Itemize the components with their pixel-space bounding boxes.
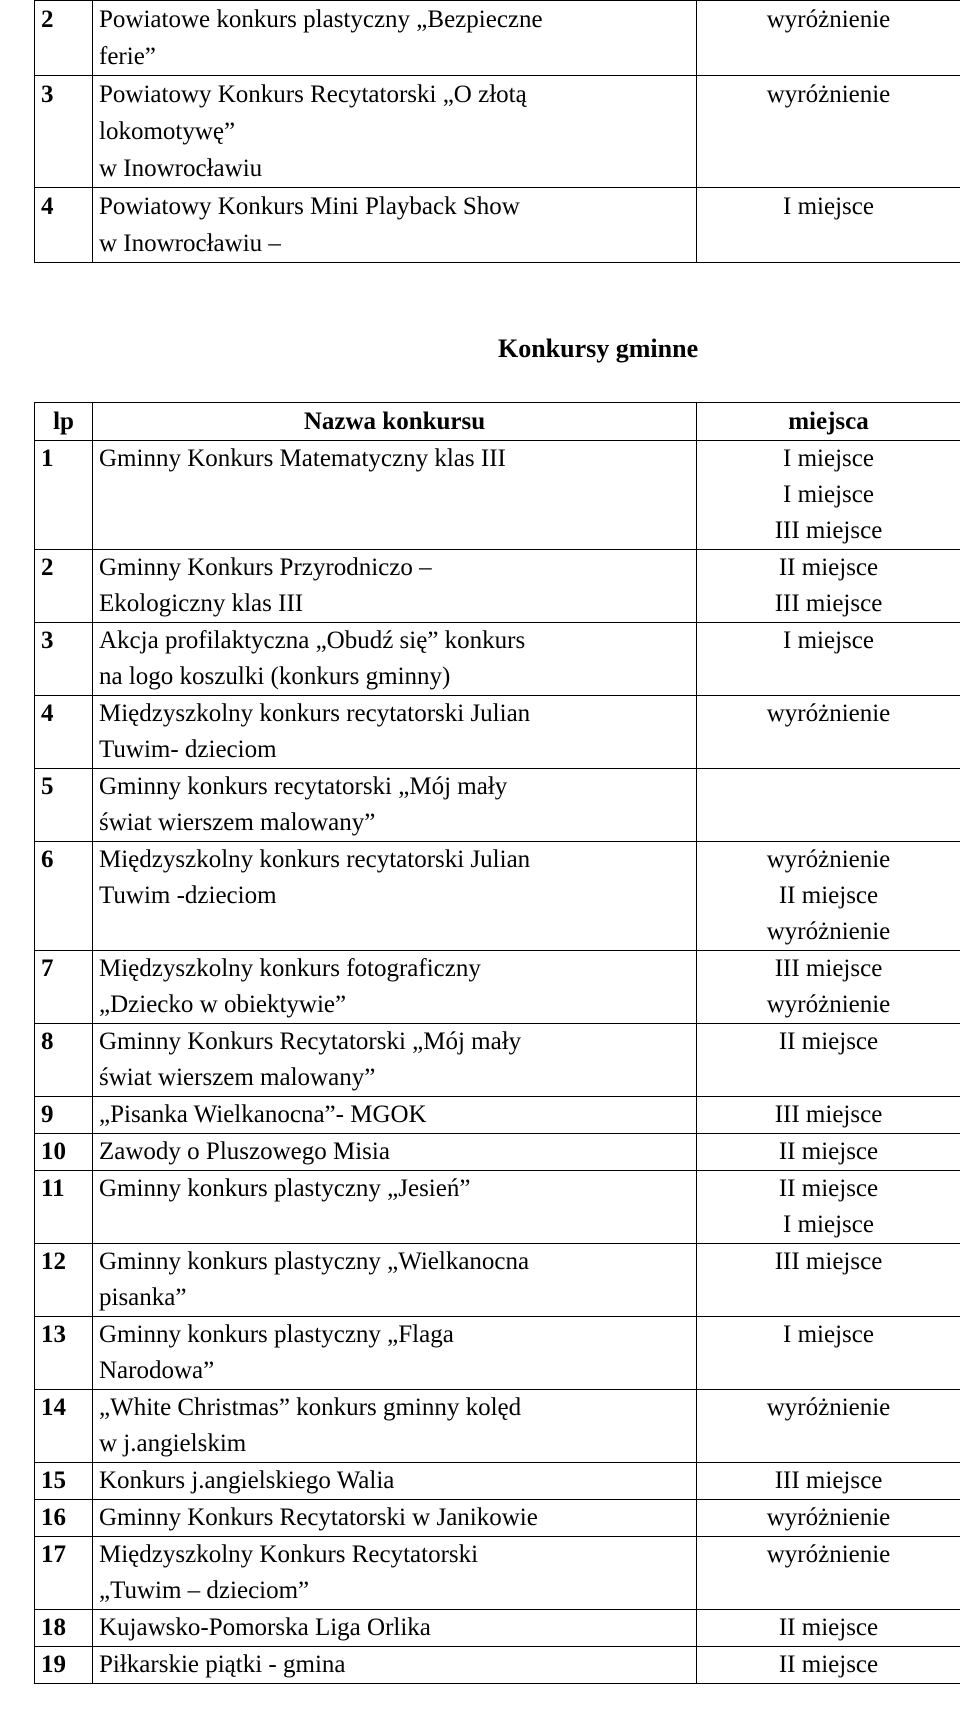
- placement: [697, 550, 960, 623]
- contest-name: [93, 1097, 697, 1134]
- table-row: [35, 1647, 960, 1684]
- contest-name: [93, 769, 697, 842]
- table-row: [35, 1463, 960, 1500]
- placement-value: III miejsce: [774, 590, 883, 617]
- row-number: 4: [35, 188, 93, 263]
- placement-value: II miejsce: [778, 554, 879, 581]
- row-number: 2: [35, 550, 93, 623]
- row-number: 6: [35, 842, 93, 951]
- table-row: [35, 1134, 960, 1171]
- contest-name-line: lokomotywę”: [99, 118, 236, 145]
- contest-name-line: Międzyszkolny konkurs recytatorski Julian: [99, 700, 531, 727]
- contest-name-line: Zawody o Pluszowego Misia: [99, 1138, 390, 1165]
- contest-name: [93, 696, 697, 769]
- contest-name-line: „Dziecko w obiektywie”: [99, 991, 347, 1018]
- placement-value: II miejsce: [778, 1028, 879, 1055]
- placement-value: III miejsce: [774, 1248, 883, 1275]
- contest-name-line: Akcja profilaktyczna „Obudź się” konkurs: [99, 627, 526, 654]
- section-heading: Konkursy gminne: [498, 334, 699, 363]
- contest-name: [93, 441, 697, 550]
- county-contests-body: [35, 1, 960, 263]
- contest-name-line: Międzyszkolny Konkurs Recytatorski: [99, 1541, 479, 1568]
- contest-name: [93, 1500, 697, 1537]
- contest-name-line: w Inowrocławiu: [99, 155, 263, 182]
- placement-value: wyróżnienie: [766, 6, 891, 33]
- placement-value: wyróżnienie: [766, 81, 891, 108]
- table-row: [35, 76, 960, 188]
- placement-value: I miejsce: [783, 1211, 874, 1238]
- contest-name-line: Międzyszkolny konkurs fotograficzny: [99, 955, 481, 982]
- contest-name: [93, 1390, 697, 1463]
- table-row: [35, 623, 960, 696]
- placement: [697, 951, 960, 1024]
- placement: [697, 1317, 960, 1390]
- placement: [697, 1171, 960, 1244]
- table-row: [35, 1390, 960, 1463]
- contest-name-line: świat wierszem malowany”: [99, 1064, 376, 1091]
- contest-name-line: „Pisanka Wielkanocna”- MGOK: [99, 1101, 427, 1128]
- table-row: [35, 1317, 960, 1390]
- row-number: 4: [35, 696, 93, 769]
- placement-value: I miejsce: [783, 627, 874, 654]
- placement-value: I miejsce: [783, 481, 874, 508]
- row-number: 19: [35, 1647, 93, 1684]
- contest-name-line: Powiatowy Konkurs Mini Playback Show: [99, 193, 520, 220]
- placement: [697, 1244, 960, 1317]
- contest-name-line: Gminny konkurs plastyczny „Wielkanocna: [99, 1248, 530, 1275]
- row-number: 8: [35, 1024, 93, 1097]
- contest-name: [93, 1, 697, 76]
- placement-value: I miejsce: [783, 193, 874, 220]
- placement: [697, 1, 960, 76]
- row-number: 12: [35, 1244, 93, 1317]
- contest-name-line: ferie”: [99, 43, 156, 70]
- row-number: 15: [35, 1463, 93, 1500]
- contest-name-line: świat wierszem malowany”: [99, 809, 376, 836]
- contest-name: [93, 76, 697, 188]
- placement-value: II miejsce: [778, 1175, 879, 1202]
- contest-name-line: Gminny Konkurs Matematyczny klas III: [99, 445, 506, 472]
- contest-name-line: Tuwim- dzieciom: [99, 736, 277, 763]
- contest-name: [93, 842, 697, 951]
- row-number: 9: [35, 1097, 93, 1134]
- placement: [697, 696, 960, 769]
- placement: [697, 842, 960, 951]
- placement-value: II miejsce: [778, 882, 879, 909]
- contest-name: [93, 1317, 697, 1390]
- placement: [697, 1134, 960, 1171]
- contest-name-line: Gminny Konkurs Recytatorski „Mój mały: [99, 1028, 522, 1055]
- placement-value: I miejsce: [783, 1321, 874, 1348]
- contest-name-line: Konkurs j.angielskiego Walia: [99, 1467, 395, 1494]
- contest-name-line: Powiatowy Konkurs Recytatorski „O złotą: [99, 81, 527, 108]
- placement: [697, 1463, 960, 1500]
- contest-name-line: Narodowa”: [99, 1357, 215, 1384]
- contest-name-line: pisanka”: [99, 1284, 187, 1311]
- contest-name: [93, 1647, 697, 1684]
- row-number: 5: [35, 769, 93, 842]
- contest-name: [93, 1024, 697, 1097]
- placement-value: III miejsce: [774, 1101, 883, 1128]
- row-number: 1: [35, 441, 93, 550]
- contest-name-line: Tuwim -dzieciom: [99, 882, 277, 909]
- contest-name: [93, 1134, 697, 1171]
- county-contests-table: [34, 0, 960, 263]
- contest-name-line: Gminny konkurs recytatorski „Mój mały: [99, 773, 508, 800]
- placement-value: III miejsce: [774, 1467, 883, 1494]
- placement: [697, 1647, 960, 1684]
- table-row: [35, 1097, 960, 1134]
- table-row: [35, 1024, 960, 1097]
- contest-name: [93, 623, 697, 696]
- contest-name-line: w Inowrocławiu –: [99, 230, 281, 257]
- placement: [697, 1024, 960, 1097]
- placement-value: II miejsce: [778, 1651, 879, 1678]
- placement-value: II miejsce: [778, 1138, 879, 1165]
- contest-name-line: Gminny konkurs plastyczny „Jesień”: [99, 1175, 471, 1202]
- row-number: 7: [35, 951, 93, 1024]
- placement: [697, 1500, 960, 1537]
- placement-value: III miejsce: [774, 517, 883, 544]
- table-row: [35, 188, 960, 263]
- row-number: 11: [35, 1171, 93, 1244]
- placement: [697, 1610, 960, 1647]
- contest-name-line: Kujawsko-Pomorska Liga Orlika: [99, 1614, 431, 1641]
- contest-name-line: Powiatowe konkurs plastyczny „Bezpieczne: [99, 6, 543, 33]
- row-number: 2: [35, 1, 93, 76]
- row-number: 14: [35, 1390, 93, 1463]
- table-row: [35, 550, 960, 623]
- contest-name: [93, 1244, 697, 1317]
- placement-value: III miejsce: [774, 955, 883, 982]
- placement: [697, 623, 960, 696]
- contest-name-line: w j.angielskim: [99, 1430, 247, 1457]
- placement: [697, 1537, 960, 1610]
- row-number: 16: [35, 1500, 93, 1537]
- row-number: 3: [35, 76, 93, 188]
- contest-name: [93, 1537, 697, 1610]
- table-row: [35, 696, 960, 769]
- row-number: 3: [35, 623, 93, 696]
- placement-value: wyróżnienie: [766, 991, 891, 1018]
- header-lp: lp: [35, 403, 93, 441]
- header-row: [35, 403, 960, 441]
- row-number: 18: [35, 1610, 93, 1647]
- table-row: [35, 842, 960, 951]
- municipal-contests-table: [34, 402, 960, 1684]
- header-places: miejsca: [697, 403, 960, 441]
- table-row: [35, 1500, 960, 1537]
- placement: [697, 441, 960, 550]
- placement-value: wyróżnienie: [766, 846, 891, 873]
- contest-name-line: Gminny konkurs plastyczny „Flaga: [99, 1321, 454, 1348]
- contest-name: [93, 550, 697, 623]
- contest-name: [93, 1171, 697, 1244]
- municipal-contests-body: [35, 441, 960, 1684]
- placement: [697, 1390, 960, 1463]
- table-row: [35, 1610, 960, 1647]
- contest-name-line: „White Christmas” konkurs gminny kolęd: [99, 1394, 522, 1421]
- table-row: [35, 1, 960, 76]
- contest-name-line: Międzyszkolny konkurs recytatorski Julian: [99, 846, 531, 873]
- contest-name: [93, 1463, 697, 1500]
- contest-name-line: Piłkarskie piątki - gmina: [99, 1651, 346, 1678]
- contest-name: [93, 951, 697, 1024]
- table-row: [35, 1244, 960, 1317]
- placement-value: wyróżnienie: [766, 918, 891, 945]
- table-row: [35, 1171, 960, 1244]
- header-name: Nazwa konkursu: [93, 403, 697, 441]
- row-number: 10: [35, 1134, 93, 1171]
- contest-name-line: Gminny Konkurs Recytatorski w Janikowie: [99, 1504, 538, 1531]
- placement-value: wyróżnienie: [766, 1541, 891, 1568]
- placement: [697, 769, 960, 842]
- placement-value: I miejsce: [783, 445, 874, 472]
- contest-name-line: Ekologiczny klas III: [99, 590, 304, 617]
- placement: [697, 188, 960, 263]
- table-row: [35, 1537, 960, 1610]
- placement: [697, 1097, 960, 1134]
- placement: [697, 76, 960, 188]
- table-row: [35, 441, 960, 550]
- table-row: [35, 951, 960, 1024]
- row-number: 17: [35, 1537, 93, 1610]
- placement-value: wyróżnienie: [766, 700, 891, 727]
- contest-name: [93, 188, 697, 263]
- contest-name-line: na logo koszulki (konkurs gminny): [99, 663, 451, 690]
- placement-value: wyróżnienie: [766, 1504, 891, 1531]
- placement-value: II miejsce: [778, 1614, 879, 1641]
- contest-name: [93, 1610, 697, 1647]
- table-row: [35, 769, 960, 842]
- contest-name-line: „Tuwim – dzieciom”: [99, 1577, 310, 1604]
- placement-value: wyróżnienie: [766, 1394, 891, 1421]
- row-number: 13: [35, 1317, 93, 1390]
- contest-name-line: Gminny Konkurs Przyrodniczo –: [99, 554, 432, 581]
